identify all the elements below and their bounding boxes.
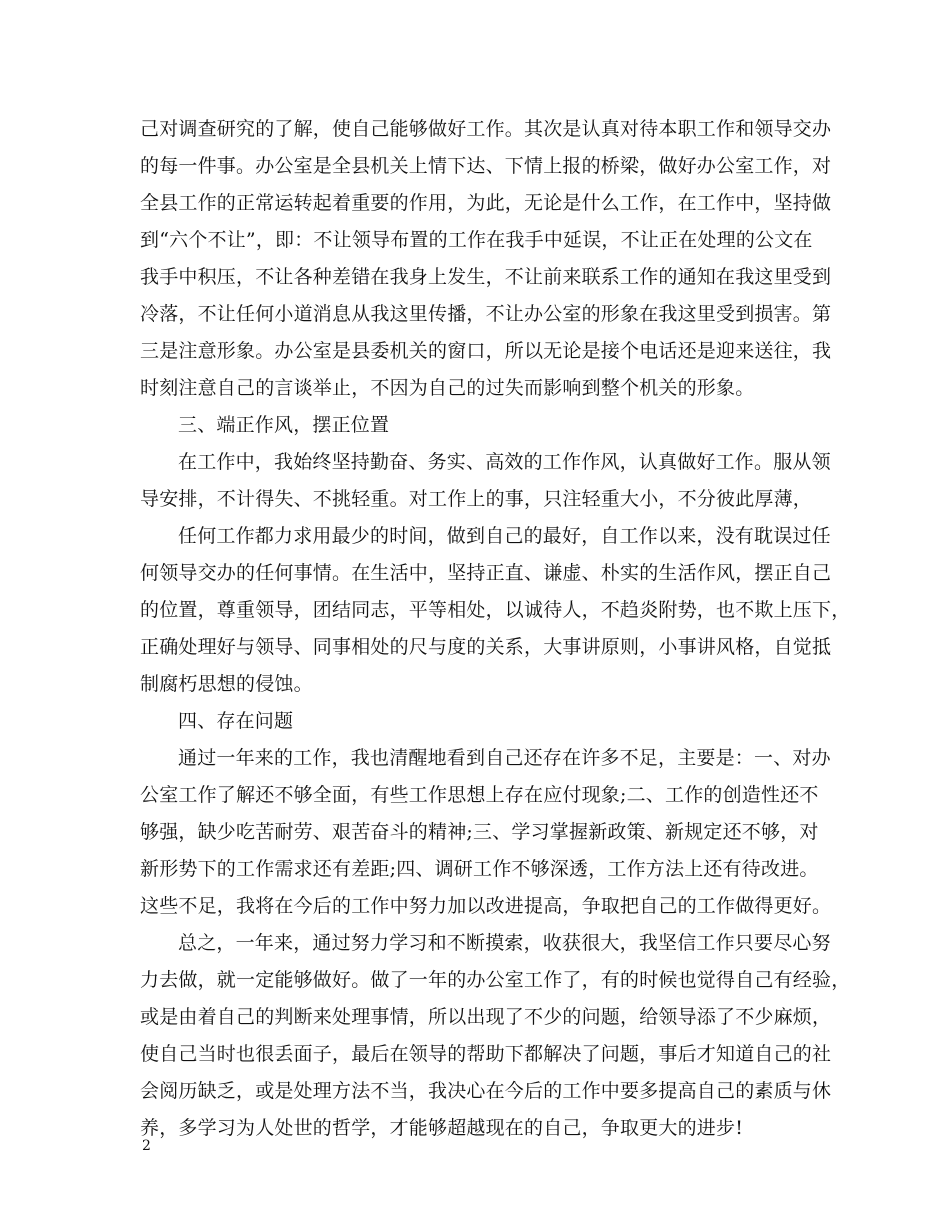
section-heading: 三、端正作风，摆正位置 — [178, 414, 390, 436]
page-number: 2 — [142, 1138, 151, 1154]
text-line: 时刻注意自己的言谈举止，不因为自己的过失而影响到整个机关的形象。 — [140, 377, 755, 399]
text-line: 导安排，不计得失、不挑轻重。对工作上的事，只注轻重大小，不分彼此厚薄， — [140, 488, 813, 510]
text-line: 正确处理好与领导、同事相处的尺与度的关系，大事讲原则，小事讲风格，自觉抵 — [140, 636, 832, 658]
text-line: 养，多学习为人处世的哲学，才能够超越现在的自己，争取更大的进步! — [140, 1117, 744, 1139]
text-line: 何领导交办的任何事情。在生活中，坚持正直、谦虚、朴实的生活作风，摆正自己 — [140, 562, 832, 584]
text-line: 全县工作的正常运转起着重要的作用，为此，无论是什么工作，在工作中，坚持做 — [140, 192, 832, 214]
text-line: 三是注意形象。办公室是县委机关的窗口，所以无论是接个电话还是迎来送往，我 — [140, 340, 832, 362]
text-line: 公室工作了解还不够全面，有些工作思想上存在应付现象;二、工作的创造性还不 — [140, 784, 819, 806]
text-line: 新形势下的工作需求还有差距;四、调研工作不够深透，工作方法上还有待改进。 — [140, 858, 819, 880]
section-heading: 四、存在问题 — [178, 710, 294, 732]
text-line: 使自己当时也很丢面子，最后在领导的帮助下都解决了问题，事后才知道自己的社 — [140, 1043, 832, 1065]
text-line: 这些不足，我将在今后的工作中努力加以改进提高，争取把自己的工作做得更好。 — [140, 895, 832, 917]
text-line: 够强，缺少吃苦耐劳、艰苦奋斗的精神;三、学习掌握新政策、新规定还不够，对 — [140, 821, 819, 843]
text-line: 己对调查研究的了解，使自己能够做好工作。其次是认真对待本职工作和领导交办 — [140, 118, 832, 140]
text-line: 或是由着自己的判断来处理事情，所以出现了不少的问题，给领导添了不少麻烦， — [140, 1006, 832, 1028]
text-line: 冷落，不让任何小道消息从我这里传播，不让办公室的形象在我这里受到损害。第 — [140, 303, 832, 325]
text-line: 到“六个不让”，即：不让领导布置的工作在我手中延误，不让正在处理的公文在 — [140, 229, 813, 251]
text-line: 我手中积压，不让各种差错在我身上发生，不让前来联系工作的通知在我这里受到 — [140, 266, 832, 288]
text-line: 在工作中，我始终坚持勤奋、务实、高效的工作作风，认真做好工作。服从领 — [178, 451, 831, 473]
text-line: 会阅历缺乏，或是处理方法不当，我决心在今后的工作中要多提高自己的素质与休 — [140, 1080, 832, 1102]
text-line: 的每一件事。办公室是全县机关上情下达、下情上报的桥梁，做好办公室工作，对 — [140, 155, 832, 177]
text-line: 力去做，就一定能够做好。做了一年的办公室工作了，有的时候也觉得自己有经验， — [140, 969, 851, 991]
text-line: 通过一年来的工作，我也清醒地看到自己还存在许多不足，主要是：一、对办 — [178, 747, 831, 769]
text-line: 的位置，尊重领导，团结同志，平等相处，以诚待人，不趋炎附势，也不欺上压下， — [140, 599, 851, 621]
text-line: 总之，一年来，通过努力学习和不断摸索，收获很大，我坚信工作只要尽心努 — [178, 932, 831, 954]
text-line: 任何工作都力求用最少的时间，做到自己的最好，自工作以来，没有耽误过任 — [178, 525, 831, 547]
text-line: 制腐朽思想的侵蚀。 — [140, 673, 313, 695]
